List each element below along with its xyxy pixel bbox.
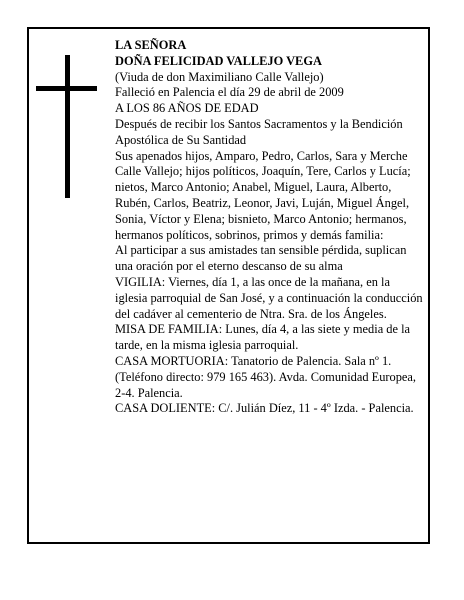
obituary-text: [115, 38, 425, 417]
cross-horizontal-bar: [36, 86, 97, 91]
funeral-home-paragraph: CASA MORTUORIA: Tanatorio de Palencia. Sala nº 1. (Teléfono directo: 979 165 463). Avda. Comunidad Europea, 2-4. Palencia.: [115, 353, 417, 400]
mass-paragraph: MISA DE FAMILIA: Lunes, día 4, a las siete y media de la tarde, en la misma iglesia parroquial.: [115, 322, 411, 353]
request-paragraph: Al participar a sus amistades tan sensible pérdida, suplican una oración por el eterno descanso de su alma: [115, 243, 407, 274]
title-line: LA SEÑORA: [115, 38, 187, 52]
widow-of: (Viuda de don Maximiliano Calle Vallejo): [115, 69, 324, 84]
deceased-name: DOÑA FELICIDAD VALLEJO VEGA: [115, 53, 322, 68]
death-line: Falleció en Palencia el día 29 de abril de 2009: [115, 85, 344, 100]
vigil-paragraph: VIGILIA: Viernes, día 1, a las once de la mañana, en la iglesia parroquial de San José, y a continuación la conducción del cadáver al cementerio de Ntra. Sra. de los Ángeles.: [115, 274, 423, 321]
sacraments-paragraph: Después de recibir los Santos Sacramentos y la Bendición Apostólica de Su Santidad: [115, 116, 403, 147]
age-line: A LOS 86 AÑOS DE EDAD: [115, 101, 259, 116]
family-paragraph: Sus apenados hijos, Amparo, Pedro, Carlos, Sara y Merche Calle Vallejo; hijos políticos, Joaquín, Tere, Carlos y Lucía; nietos, Marco Antonio; Anabel, Miguel, Laura, Alberto, Rubén, Carlos, Beatriz, Leonor, Javi, Luján, Miguel Ángel, Sonia, Víctor y Elena; bisnieto, Marco Antonio; hermanos, hermanos políticos, sobrinos, primos y demás familia:: [115, 148, 411, 242]
mourning-house-paragraph: CASA DOLIENTE: C/. Julián Díez, 11 - 4º Izda. - Palencia.: [115, 401, 414, 416]
cross-vertical-bar: [65, 55, 70, 198]
